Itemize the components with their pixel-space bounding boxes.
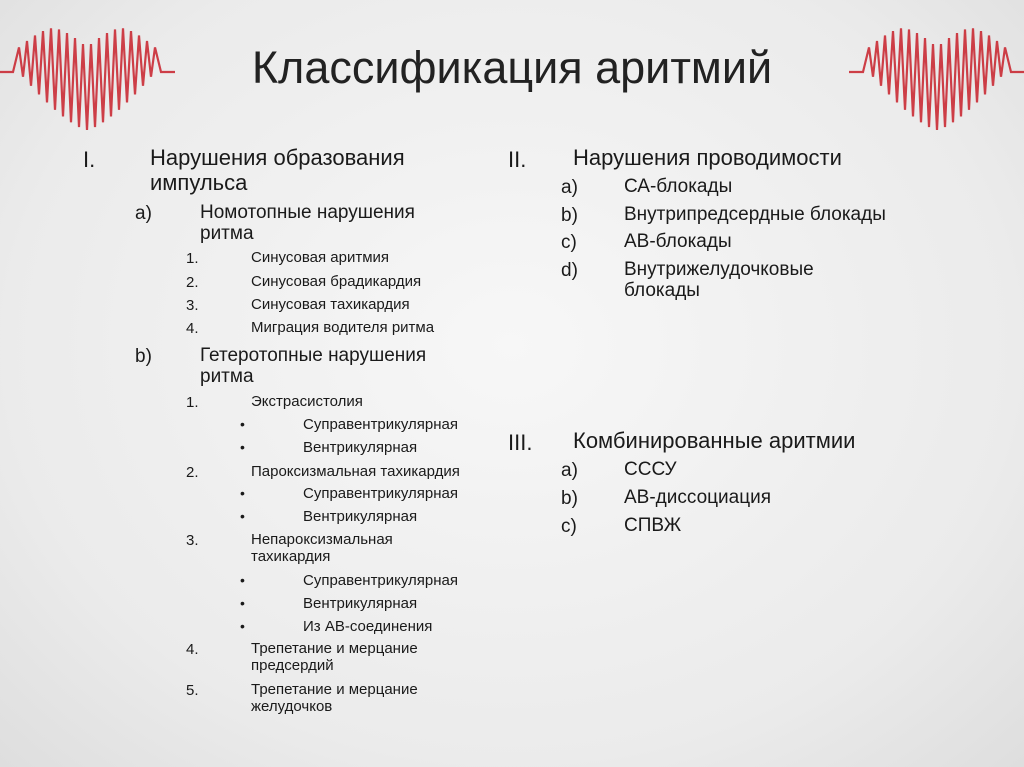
item-label: Миграция водителя ритма [251, 319, 435, 336]
subitem-label: Вентрикулярная [303, 595, 418, 612]
group-letter: b) [135, 346, 152, 367]
item-label: предсердий [251, 657, 334, 674]
item-label: Внутрипредсердные блокады [624, 204, 886, 225]
section-label: Нарушения образования [150, 145, 405, 170]
item-number: 4. [186, 641, 199, 658]
bullet-icon: • [240, 416, 245, 432]
bullet-icon: • [240, 439, 245, 455]
item-number: 1. [186, 394, 199, 411]
item-label: Экстрасистолия [251, 393, 363, 410]
item-label: Внутрижелудочковые [624, 259, 814, 280]
bullet-icon: • [240, 485, 245, 501]
subitem-label: Суправентрикулярная [303, 572, 459, 589]
item-number: 2. [186, 464, 199, 481]
bullet-icon: • [240, 618, 245, 634]
section-number: II. [508, 147, 527, 172]
item-label: Синусовая тахикардия [251, 296, 410, 313]
group-label: ритма [200, 223, 254, 244]
section-number: III. [508, 430, 533, 455]
section-number: I. [83, 147, 96, 172]
item-number: 3. [186, 532, 199, 549]
item-label: Синусовая аритмия [251, 249, 390, 266]
item-number: 4. [186, 320, 199, 337]
group-label: Гетеротопные нарушения [200, 345, 427, 366]
item-label: АВ-блокады [624, 231, 732, 252]
bullet-icon: • [240, 572, 245, 588]
item-number: 1. [186, 250, 199, 267]
item-number: 2. [186, 274, 199, 291]
item-label: СССУ [624, 459, 677, 480]
item-label: СА-блокады [624, 176, 733, 197]
item-label: Трепетание и мерцание [251, 681, 418, 698]
item-label: Трепетание и мерцание [251, 640, 418, 657]
item-letter: b) [561, 488, 578, 509]
bullet-icon: • [240, 595, 245, 611]
item-number: 3. [186, 297, 199, 314]
item-letter: c) [561, 232, 577, 253]
group-label: ритма [200, 366, 254, 387]
item-letter: a) [561, 460, 578, 481]
group-label: Номотопные нарушения [200, 202, 415, 223]
item-label: Пароксизмальная тахикардия [251, 463, 460, 480]
item-label: Синусовая брадикардия [251, 273, 422, 290]
item-label: АВ-диссоциация [624, 487, 771, 508]
subitem-label: Из АВ-соединения [303, 618, 433, 635]
subitem-label: Вентрикулярная [303, 508, 418, 525]
subitem-label: Суправентрикулярная [303, 485, 459, 502]
item-letter: b) [561, 205, 578, 226]
item-label: Непароксизмальная [251, 531, 393, 548]
item-label: тахикардия [251, 548, 331, 565]
page-title: Классификация аритмий [251, 42, 773, 93]
subitem-label: Вентрикулярная [303, 439, 418, 456]
section-label: Нарушения проводимости [573, 145, 842, 170]
item-label: СПВЖ [624, 515, 682, 536]
item-letter: d) [561, 260, 578, 281]
section-label: Комбинированные аритмии [573, 428, 856, 453]
item-label: желудочков [251, 698, 333, 715]
section-label: импульса [150, 170, 248, 195]
group-letter: a) [135, 203, 152, 224]
item-letter: c) [561, 516, 577, 537]
bullet-icon: • [240, 508, 245, 524]
subitem-label: Суправентрикулярная [303, 416, 459, 433]
item-label: блокады [624, 280, 700, 301]
item-letter: a) [561, 177, 578, 198]
item-number: 5. [186, 682, 199, 699]
